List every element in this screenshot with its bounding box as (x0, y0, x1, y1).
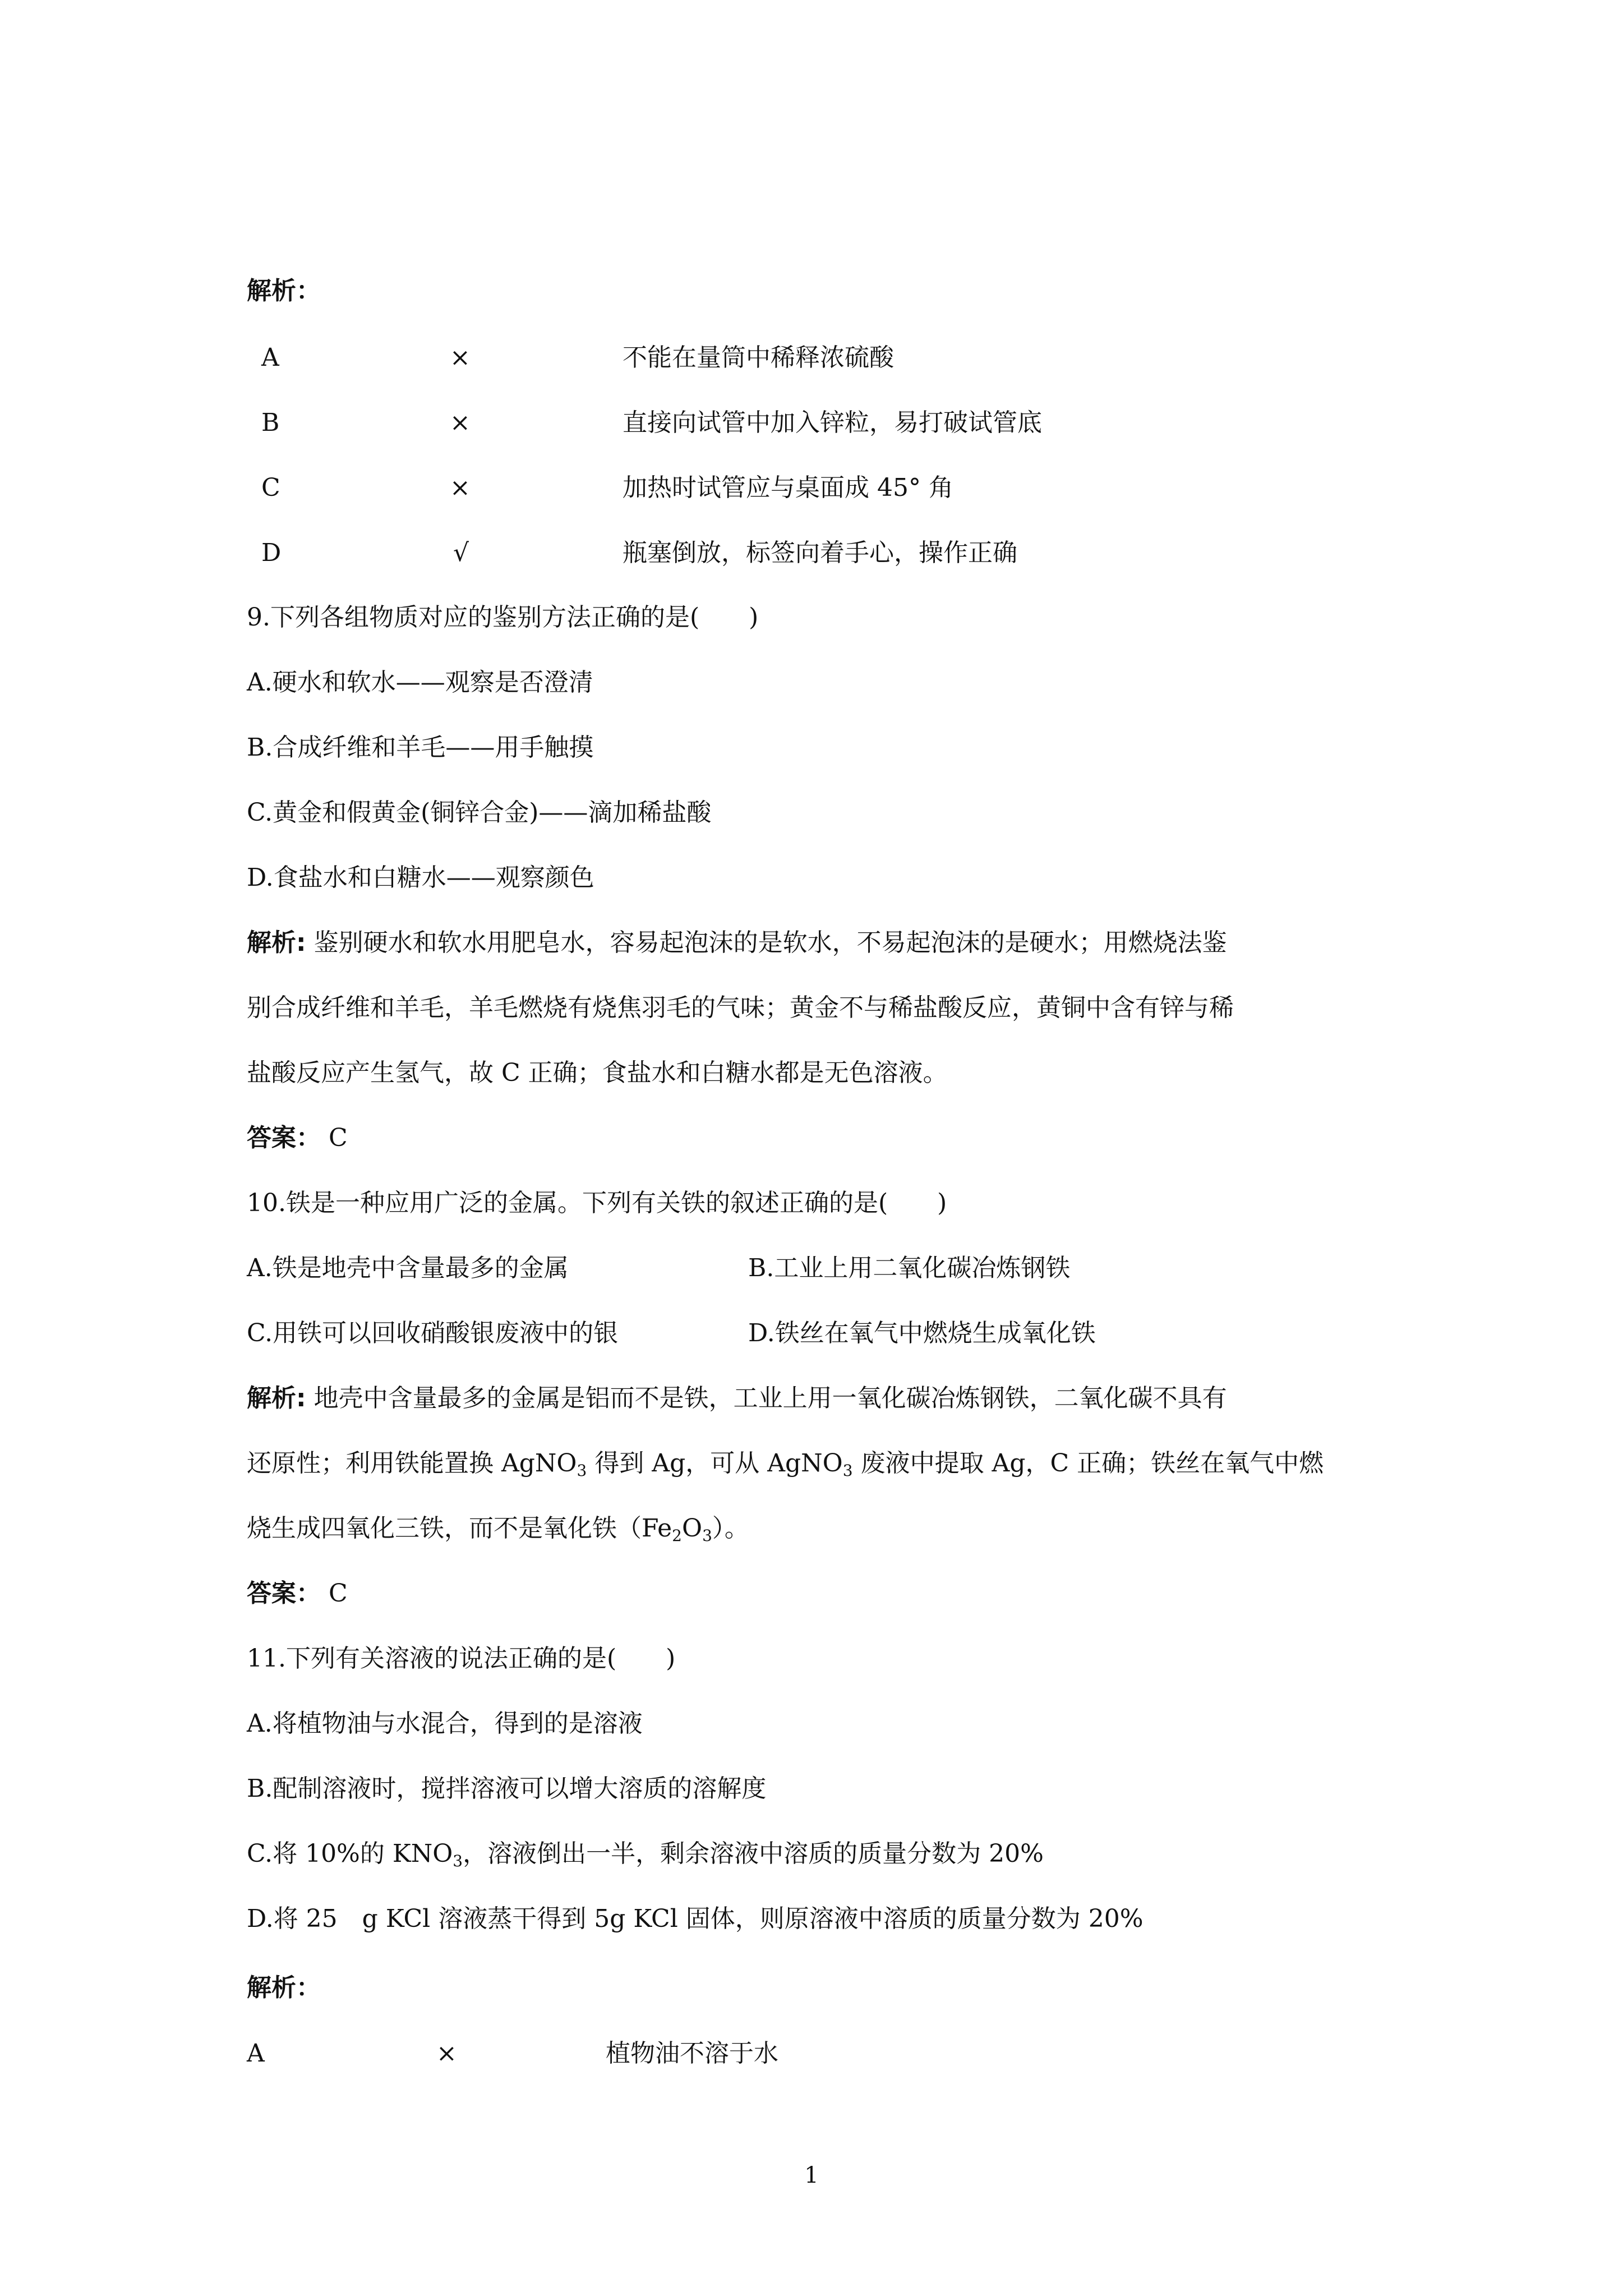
question-option: B.合成纤维和羊毛——用手触摸 (247, 733, 594, 762)
subscript: 3 (453, 1852, 463, 1870)
analysis-label: 解析： (247, 277, 321, 305)
analysis-text: 地壳中含量最多的金属是铝而不是铁，工业上用一氧化碳冶炼钢铁，二氧化碳不具有 (306, 1384, 1227, 1412)
answer-label: 答案： (247, 1579, 321, 1608)
option-text-part: C.将 10%的 KNO (247, 1839, 453, 1868)
option-letter: A (261, 343, 279, 372)
answer-label: 答案： (247, 1124, 321, 1152)
question-option: C.黄金和假黄金(铜锌合金)——滴加稀盐酸 (247, 798, 712, 827)
cross-mark: × (450, 408, 471, 437)
question-option: D.食盐水和白糖水——观察颜色 (247, 863, 594, 892)
analysis-text-part: ）。 (712, 1514, 749, 1543)
question-stem: 10.铁是一种应用广泛的金属。下列有关铁的叙述正确的是( ) (247, 1189, 947, 1217)
question-option: C.用铁可以回收硝酸银废液中的银 (247, 1319, 619, 1347)
row-explanation: 直接向试管中加入锌粒，易打破试管底 (623, 408, 1042, 437)
option-letter: A (247, 2039, 265, 2068)
subscript: 2 (672, 1526, 682, 1545)
analysis-text-part: 还原性；利用铁能置换 AgNO (247, 1449, 577, 1478)
subscript: 3 (842, 1461, 853, 1480)
analysis-text-part: 烧生成四氧化三铁，而不是氧化铁（Fe (247, 1514, 672, 1543)
question-option: A.硬水和软水——观察是否澄清 (247, 668, 593, 697)
cross-mark: × (436, 2039, 457, 2068)
cross-mark: × (450, 343, 471, 372)
row-explanation: 瓶塞倒放，标签向着手心，操作正确 (623, 539, 1017, 567)
answer-value: C (321, 1579, 348, 1608)
analysis-text (247, 1512, 749, 1553)
question-option (247, 1837, 1044, 1878)
page-number: 1 (804, 2162, 819, 2188)
check-mark: √ (453, 539, 469, 567)
analysis-text-part: 得到 Ag，可从 AgNO (587, 1449, 843, 1478)
analysis-text-part: 废液中提取 Ag，C 正确；铁丝在氧气中燃 (852, 1449, 1324, 1478)
question-option: B.工业上用二氧化碳冶炼钢铁 (748, 1254, 1071, 1282)
answer-line (247, 1577, 348, 1611)
option-text-part: ，溶液倒出一半，剩余溶液中溶质的质量分数为 20% (463, 1839, 1044, 1868)
analysis-text: 鉴别硬水和软水用肥皂水，容易起泡沫的是软水，不易起泡沫的是硬水；用燃烧法鉴 (306, 928, 1227, 957)
row-explanation: 加热时试管应与桌面成 45° 角 (623, 473, 953, 502)
answer-value: C (321, 1124, 348, 1152)
question-option: B.配制溶液时，搅拌溶液可以增大溶质的溶解度 (247, 1774, 767, 1803)
option-letter: B (261, 408, 280, 437)
analysis-text-part: O (682, 1514, 703, 1543)
analysis-label: 解析: (247, 1384, 306, 1412)
analysis-label: 解析： (247, 1973, 321, 2002)
option-letter: C (261, 473, 280, 502)
subscript: 3 (577, 1461, 587, 1480)
question-stem: 9.下列各组物质对应的鉴别方法正确的是( ) (247, 603, 759, 632)
question-option: D.铁丝在氧气中燃烧生成氧化铁 (748, 1319, 1096, 1347)
analysis-paragraph (247, 1382, 1227, 1415)
cross-mark: × (450, 473, 471, 502)
row-explanation: 不能在量筒中稀释浓硫酸 (623, 343, 894, 372)
answer-line (247, 1121, 348, 1155)
analysis-text: 盐酸反应产生氢气，故 C 正确；食盐水和白糖水都是无色溶液。 (247, 1059, 948, 1087)
question-stem: 11.下列有关溶液的说法正确的是( ) (247, 1644, 676, 1673)
analysis-text (247, 1447, 1324, 1488)
question-option: A.铁是地壳中含量最多的金属 (247, 1254, 569, 1282)
subscript: 3 (702, 1526, 712, 1545)
analysis-text: 别合成纤维和羊毛，羊毛燃烧有烧焦羽毛的气味；黄金不与稀盐酸反应，黄铜中含有锌与稀 (247, 993, 1234, 1022)
analysis-paragraph (247, 926, 1227, 960)
analysis-label: 解析: (247, 928, 306, 957)
question-option: A.将植物油与水混合，得到的是溶液 (247, 1709, 643, 1738)
question-option: D.将 25 g KCl 溶液蒸干得到 5g KCl 固体，则原溶液中溶质的质量分数为 20% (247, 1904, 1144, 1933)
option-letter: D (261, 539, 282, 567)
row-explanation: 植物油不溶于水 (606, 2039, 778, 2068)
